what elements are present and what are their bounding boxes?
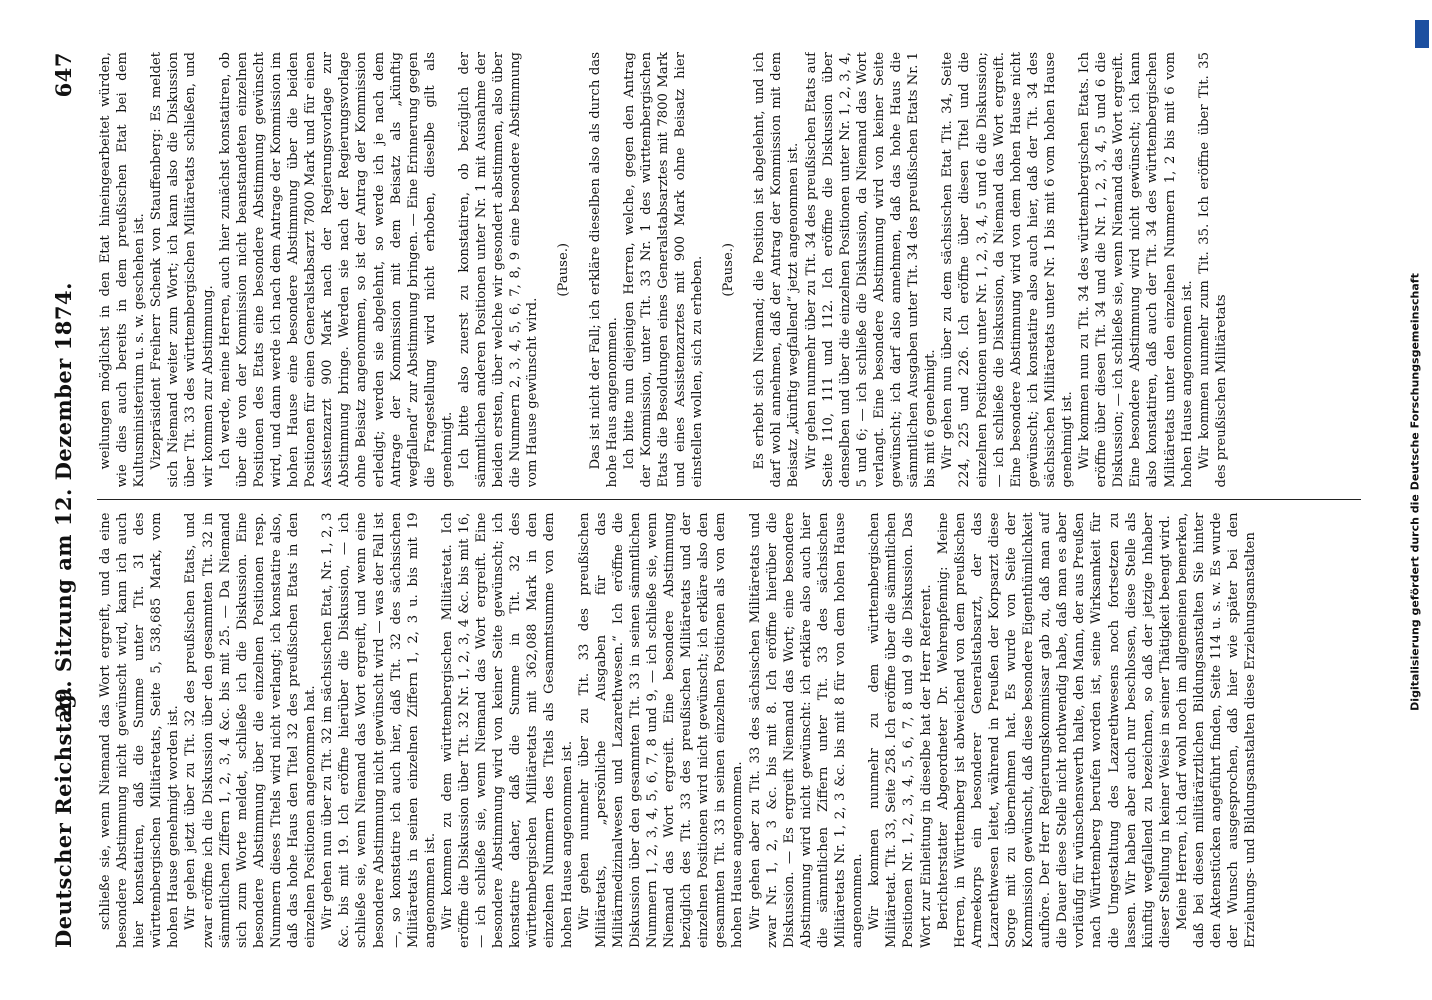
- paragraph: Meine Herren, ich darf wohl noch im allgemeinen bemerken, daß bei diesen militärärztlichen Bildungsanstalten Sie hinter den Aktenstücken angeführt finden, Seite 114 u. s. w. Es wurde der Wunsch ausgesprochen, daß hier wie später bei den Erziehungs- und Bildungsanstalten diese Erziehungsanstalten: [1174, 512, 1259, 948]
- paragraph: schließe sie, wenn Niemand das Wort ergreift, und da eine besondere Abstimmung nicht gewünscht wird, kann ich auch hier konstatiren, daß die Summe unter Tit. 31 des württembergischen Militäretats, Seite 5, 538,685 Mark, vom hohen Hause genehmigt worden ist.: [98, 512, 182, 948]
- digitization-credit: [1408, 22, 1422, 962]
- paragraph: Wir kommen nunmehr zu dem württembergischen Militäretat. Tit. 33, Seite 258. Ich eröffne über die sämmtlichen Positionen Nr. 1, 2, 3, 4, 5, 6, 7, 8 und 9 die Diskussion. Das Wort zur Einleitung in dieselbe hat der Herr Referent.: [867, 512, 934, 948]
- paragraph: Ich bitte also zuerst zu konstatiren, ob bezüglich der sämmtlichen anderen Positionen unter Nr. 1 mit Ausnahme der beiden ersten, über welche wir gesondert abstimmen, also über die Nummern 2, 3, 4, 5, 6, 7, 8, 9 eine besondere Abstimmung vom Hause gewünscht wird.: [456, 52, 541, 488]
- running-head: [49, 52, 81, 948]
- paragraph: (Pause.): [556, 242, 572, 297]
- left-column: [97, 513, 1361, 949]
- paragraph: Das ist nicht der Fall; ich erkläre dieselben also als durch das hohe Haus angenommen.: [587, 52, 620, 488]
- paragraph: Ich werde, meine Herren, auch hier zunächst konstatiren, ob über die von der Kommission nicht beanstandeten einzelnen Positionen des Etats eine besondere Abstimmung gewünscht wird, und dann werde ich nach dem Antrage der Kommission im hohen Hause eine besondere Abstimmung über die beiden Positionen für einen Generalstabsarzt 7800 Mark und für einen Assistenzarzt 900 Mark nach der Regierungsvorlage zur Abstimmung bringe. Werden sie nach der Regierungsvorlage ohne Beisatz angenommen, so ist der Antrag der Kommission erledigt; werden sie abgelehnt, so werde ich je nach dem Antrage der Kommission mit dem Beisatz als „künftig wegfallend“ zur Abstimmung bringen. — Eine Erinnerung gegen die Fragestellung wird nicht erhoben, dieselbe gilt als genehmigt.: [217, 52, 455, 488]
- text-columns: [97, 52, 1361, 948]
- page-number: 647: [51, 52, 76, 98]
- session-title: 29. Sitzung am 12. Dezember 1874.: [51, 282, 76, 718]
- paragraph: Ich bitte nun diejenigen Herren, welche, gegen den Antrag der Kommission, unter Tit. 33 Nr. 1 des württembergischen Etats die Besoldungen eines Generalstabsarztes mit 7800 Mark und eines Assistenzarztes mit 900 Mark ohne Beisatz hier einstellen wollen, sich zu erheben.: [621, 52, 706, 488]
- paragraph: Wir gehen nunmehr über zu Tit. 33 des preußischen Militäretats, „persönliche Ausgaben für das Militärmedizinalwesen und Lazarethwesen.“ Ich eröffne die Diskussion über den gesammten Tit. 33 in seinen sämmtlichen Nummern 1, 2, 3, 4, 5, 6, 7, 8 und 9, — ich schließe sie, wenn Niemand das Wort ergreift. Eine besondere Abstimmung bezüglich des Tit. 33 des preußischen Militäretats und der einzelnen Positionen wird nicht gewünscht; ich erkläre also den gesammten Tit. 33 in seinen einzelnen Positionen als von dem hohen Hause angenommen.: [576, 512, 746, 948]
- credit-text: Digitalisierung gefördert durch die Deutsche Forschungsgemeinschaft: [1408, 273, 1422, 711]
- paragraph: Wir gehen nun über zu Tit. 32 im sächsischen Etat, Nr. 1, 2, 3 &c. bis mit 19. Ich eröffne hierüber die Diskussion, — ich schließe sie, wenn Niemand das Wort ergreift, und wenn eine besondere Abstimmung nicht gewünscht wird — was der Fall ist —, so konstatire ich auch hier, daß Tit. 32 des sächsischen Militäretats in seinen einzelnen Ziffern 1, 2, 3 u. bis mit 19 angenommen ist.: [320, 512, 438, 948]
- right-column: [97, 52, 1361, 488]
- paragraph: Wir gehen aber zu Tit. 33 des sächsischen Militäretats und zwar Nr. 1, 2, 3 &c. bis mit 8. Ich eröffne hierüber die Diskussion. — Es ergreift Niemand das Wort; eine besondere Abstimmung wird nicht gewünscht: ich erkläre also auch hier die sämmtlichen Ziffern unter Tit. 33 des sächsischen Militäretats Nr. 1, 2, 3 &c. bis mit 8 für von dem hohen Hause angenommen.: [747, 512, 866, 948]
- paragraph: (Pause.): [721, 242, 737, 297]
- paragraph: Berichterstatter Abgeordneter Dr. Wehrenpfennig: Meine Herren, in Württemberg ist abweichend von dem preußischen Armeekorps ein besonderer Generalstabsarzt, der das Lazarethwesen leitet, während in Preußen der Korpsarzt diese Sorge mit zu übernehmen hat. Es wurde von Seite der Kommission gewünscht, daß diese besondere Eigenthümlichkeit aufhöre. Der Herr Regierungskommissar gab zu, daß man auf die Dauer diese Stelle nicht nothwendig habe, daß man es aber vorläufig für wünschenswerth halte, den Mann, der aus Preußen nach Württemberg berufen worden ist, seine Wirksamkeit für die Umgestaltung des Lazarethwesens noch fortsetzen zu lassen. Wir haben aber auch nur beschlossen, diese Stelle als künftig wegfallend zu bezeichnen, so daß der jetzige Inhaber dieser Stellung in keiner Weise in seiner Thätigkeit beengt wird.: [935, 512, 1173, 948]
- journal-title: Deutscher Reichstag.: [51, 685, 76, 948]
- paragraph: Wir gehen nunmehr über zu Tit. 34 des preußischen Etats auf Seite 110, 111 und 112. Ich eröffne die Diskussion über denselben und über die einzelnen Positionen unter Nr. 1, 2, 3, 4, 5 und 6; — ich schließe die Diskussion, da Niemand das Wort verlangt. Eine besondere Abstimmung wird von keiner Seite gewünscht; ich darf also annehmen, daß das hohe Haus die sämmtlichen Ausgaben unter Tit. 34 des preußischen Etats Nr. 1 bis mit 6 genehmigt.: [803, 52, 939, 488]
- scanned-page: [31, 20, 1401, 980]
- paragraph: Wir kommen nunmehr zum Tit. 35. Ich eröffne über Tit. 35 des preußischen Militäretats: [1196, 52, 1229, 488]
- paragraph: Es erhebt sich Niemand; die Position ist abgelehnt, und ich darf wohl annehmen, daß der Antrag der Kommission mit dem Beisatz „künftig wegfallend“ jetzt angenommen ist.: [752, 52, 802, 488]
- paragraph: Wir kommen nun zu Tit. 34 des württembergischen Etats. Ich eröffne über diesen Tit. 34 und die Nr. 1, 2, 3, 4, 5 und 6 die Diskussion; — ich schließe sie, wenn Niemand das Wort ergreift. Eine besondere Abstimmung wird nicht gewünscht; ich kann also konstatiren, daß auch der Tit. 34 des württembergischen Militäretats unter den einzelnen Nummern 1, 2 bis mit 6 vom hohen Hause angenommen ist.: [1077, 52, 1195, 488]
- paragraph: Wir gehen jetzt über zu Tit. 32 des preußischen Etats, und zwar eröffne ich die Diskussion über den gesammten Tit. 32 in sämmtlichen Ziffern 1, 2, 3, 4 &c. bis mit 25. — Da Niemand sich zum Worte meldet, schließe ich die Diskussion. Eine besondere Abstimmung über die einzelnen Positionen resp. Nummern dieses Titels wird nicht verlangt; ich konstatire also, daß das hohe Haus den Titel 32 des preußischen Etats in den einzelnen Positionen angenommen hat.: [183, 512, 319, 948]
- paragraph: weilungen möglichst in den Etat hineingearbeitet würden, wie dies auch bereits in dem preußischen Etat bei dem Kultusministerium u. s. w. geschehen ist.: [98, 52, 148, 488]
- paragraph: Wir gehen nun über zu dem sächsischen Etat Tit. 34, Seite 224, 225 und 226. Ich eröffne über diesen Titel und die einzelnen Positionen unter Nr. 1, 2, 3, 4, 5 und 6 die Diskussion; — ich schließe die Diskussion, da Niemand das Wort ergreift. Eine besondere Abstimmung wird von dem hohen Hause nicht gewünscht; ich konstatire also auch hier, daß der Tit. 34 des sächsischen Militäretats unter Nr. 1 bis mit 6 vom hohen Hause genehmigt ist.: [940, 52, 1075, 488]
- paragraph: Wir kommen zu dem württembergischen Militäretat. Ich eröffne die Diskussion über Tit. 32 Nr. 1, 2, 3, 4 &c. bis mit 16, — ich schließe sie, wenn Niemand das Wort ergreift. Eine besondere Abstimmung wird von keiner Seite gewünscht; ich konstatire daher, daß die Summe in Tit. 32 des württembergischen Militäretats mit 362,088 Mark in den einzelnen Nummern des Titels als Gesammtsumme von dem hohen Hause angenommen ist.: [439, 512, 575, 948]
- column-divider: [97, 500, 1361, 501]
- paragraph: Vizepräsident Freiherr Schenk von Stauffenberg: Es meldet sich Niemand weiter zum Wort; ich kann also die Diskussion über Tit. 33 des württembergischen Militäretats schließen, und wir kommen zur Abstimmung.: [149, 52, 216, 488]
